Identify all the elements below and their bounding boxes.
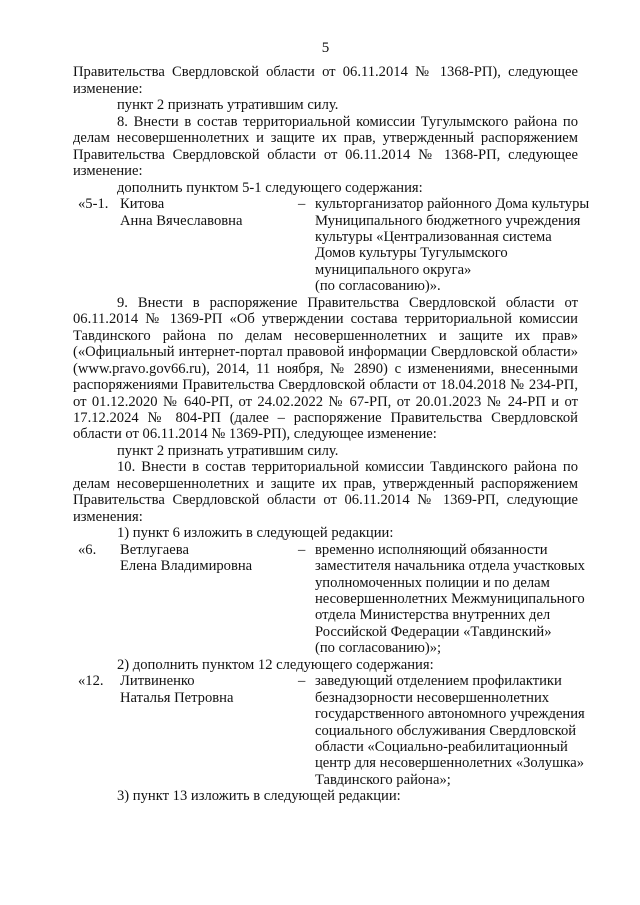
member-name bbox=[120, 196, 298, 295]
position-line: несовершеннолетних Межмуниципального bbox=[315, 590, 585, 607]
member-given-names: Елена Владимировна bbox=[120, 558, 253, 575]
member-name bbox=[120, 542, 298, 657]
member-number: «6. bbox=[78, 541, 97, 558]
dash-separator: – bbox=[298, 196, 306, 213]
member-number: «12. bbox=[78, 673, 104, 690]
dash-separator: – bbox=[298, 541, 306, 558]
paragraph-invalidate-point-2: пункт 2 признать утратившим силу. bbox=[117, 442, 339, 459]
member-surname: Ветлугаева bbox=[120, 541, 189, 558]
position-line: области «Социально-реабилитационный bbox=[315, 739, 568, 756]
member-given-names: Анна Вячеславовна bbox=[120, 212, 243, 229]
paragraph-continuation: Правительства Свердловской области от 06.11.2014 № 1368-РП), следующее изменение: bbox=[73, 64, 578, 97]
member-surname: Китова bbox=[120, 196, 165, 213]
position-line: безнадзорности несовершеннолетних bbox=[315, 689, 550, 706]
position-line: муниципального округа» bbox=[315, 261, 472, 278]
paragraph-item-8: 8. Внести в состав территориальной комиссии Тугулымского района по делам несовершеннолетних и защите их прав, утвержденный распоряжением Правительства Свердловской области от 06.11.2014 № 1368-РП, следующее изменение: bbox=[73, 113, 578, 180]
member-entry-6 bbox=[73, 541, 585, 657]
paragraph-invalidate-point-2: пункт 2 признать утратившим силу. bbox=[117, 97, 339, 114]
member-position bbox=[315, 196, 589, 295]
position-line: временно исполняющий обязанности bbox=[315, 541, 548, 558]
paragraph-subitem-3: 3) пункт 13 изложить в следующей редакции: bbox=[117, 788, 401, 805]
position-line: культуры «Централизованная система bbox=[315, 228, 552, 245]
position-line: уполномоченных полиции и по делам bbox=[315, 574, 550, 591]
member-position bbox=[315, 673, 585, 788]
position-line: заведующий отделением профилактики bbox=[315, 673, 562, 690]
member-name bbox=[120, 673, 298, 788]
page-number: 5 bbox=[321, 40, 330, 56]
paragraph-item-9: 9. Внести в распоряжение Правительства Свердловской области от 06.11.2014 № 1369-РП «Об утверждении состава территориальной комиссии Тавдинского района по делам несовершеннолетних и защите их прав» («Официальный интернет-портал правовой информации Свердловской области» (www.pravo.gov66.ru), 2014, 11 ноября, № 2890) с изменениями, внесенными распоряжениями Правительства Свердловской области от 18.04.2018 № 234-РП, от 01.12.2020 № 640-РП, от 24.02.2022 № 67-РП, от 20.01.2023 № 24-РП и от 17.12.2024 № 804-РП (далее – распоряжение Правительства Свердловской области от 06.11.2014 № 1369-РП), следующее изменение: bbox=[73, 294, 578, 443]
position-line: Муниципального бюджетного учреждения bbox=[315, 212, 581, 229]
position-line: отдела Министерства внутренних дел bbox=[315, 607, 551, 624]
paragraph-subitem-2: 2) дополнить пунктом 12 следующего содержания: bbox=[117, 656, 434, 673]
member-entry-5-1 bbox=[73, 196, 590, 295]
member-given-names: Наталья Петровна bbox=[120, 689, 234, 706]
position-line: центр для несовершеннолетних «Золушка» bbox=[315, 755, 584, 772]
member-number: «5-1. bbox=[78, 196, 109, 213]
position-line: (по согласованию)»; bbox=[315, 640, 442, 657]
dash-separator: – bbox=[298, 673, 306, 690]
position-line: государственного автономного учреждения bbox=[315, 706, 585, 723]
position-line: (по согласованию)». bbox=[315, 278, 441, 295]
position-line: Российской Федерации «Тавдинский» bbox=[315, 623, 552, 640]
paragraph-subitem-1: 1) пункт 6 изложить в следующей редакции: bbox=[117, 525, 394, 542]
member-surname: Литвиненко bbox=[120, 673, 195, 690]
position-line: Тавдинского района»; bbox=[315, 771, 451, 788]
paragraph-item-10: 10. Внести в состав территориальной комиссии Тавдинского района по делам несовершеннолетних и защите их прав, утвержденный распоряжением Правительства Свердловской области от 06.11.2014 № 1369-РП, следующие изменения: bbox=[73, 459, 578, 525]
position-line: Домов культуры Тугулымского bbox=[315, 245, 508, 262]
member-position bbox=[315, 542, 585, 657]
position-line: культорганизатор районного Дома культуры bbox=[315, 196, 590, 213]
paragraph-add-point-5-1: дополнить пунктом 5-1 следующего содержания: bbox=[117, 179, 423, 196]
position-line: заместителя начальника отдела участковых bbox=[315, 558, 585, 575]
position-line: социального обслуживания Свердловской bbox=[315, 722, 577, 739]
document-page bbox=[73, 40, 590, 805]
member-entry-12 bbox=[73, 673, 585, 788]
